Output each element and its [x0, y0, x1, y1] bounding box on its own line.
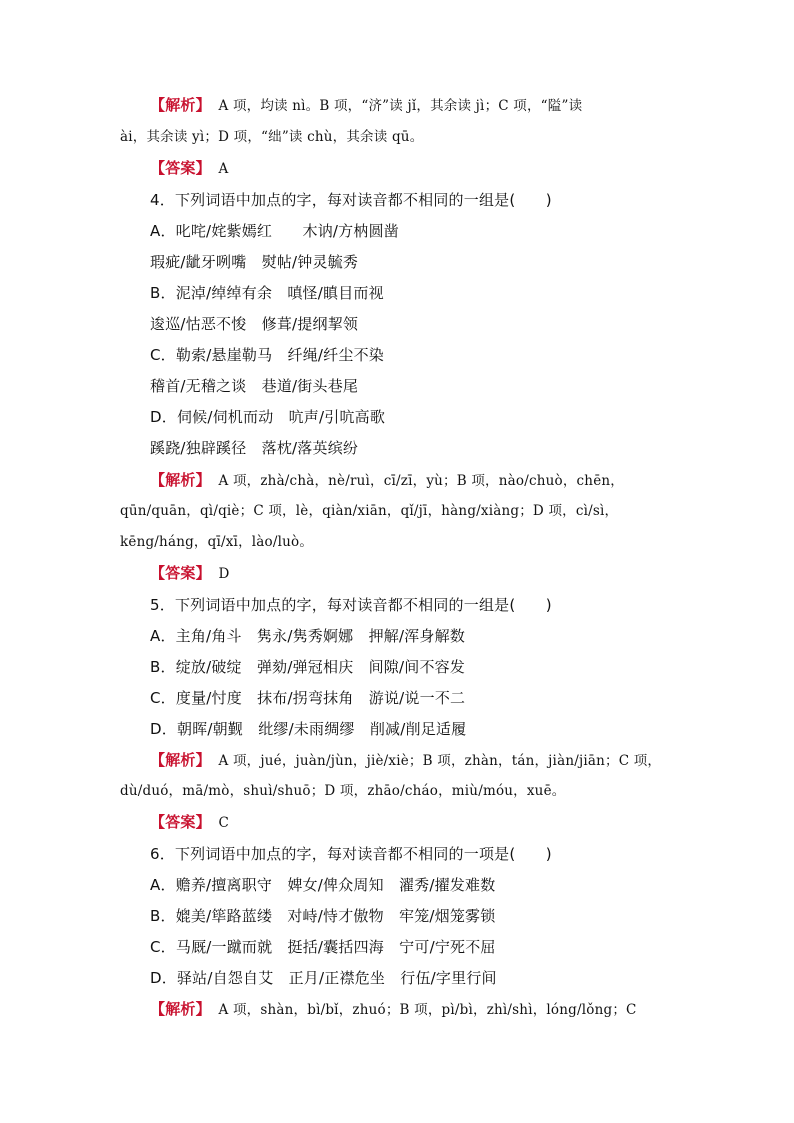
q4-analysis-line3: kēng/háng，qī/xī，lào/luò。	[120, 534, 314, 550]
answer-value: A	[218, 161, 229, 177]
q5-stem: 5．下列词语中加点的字，每对读音都不相同的一组是( )	[150, 596, 552, 614]
q5-option-d: D．朝晖/朝觐 纰缪/未雨绸缪 削减/削足适履	[150, 720, 467, 738]
q5-option-b: B．绽放/破绽 弹劾/弹冠相庆 间隙/间不容发	[150, 658, 466, 676]
analysis-text: A 项，shàn，bì/bǐ，zhuó；B 项，pì/bì，zhì/shì，lóng/lǒng；C	[218, 1002, 637, 1018]
q6-analysis-line1	[150, 998, 710, 1021]
answer-value: C	[218, 815, 230, 831]
q4-option-a-line1: A．叱咤/姹紫嫣红 木讷/方枘圆凿	[150, 222, 399, 240]
q4-option-d-line1: D．伺候/伺机而动 吭声/引吭高歌	[150, 408, 386, 426]
q6-option-b: B．媲美/筚路蓝缕 对峙/恃才傲物 牢笼/烟笼雾锁	[150, 907, 496, 925]
analysis-label: 【解析】	[150, 1000, 204, 1018]
analysis-text: A 项，jué，juàn/jùn，jiè/xiè；B 项，zhàn，tán，jiàn/jiān；C 项，	[218, 753, 662, 769]
q5-analysis-line2: dù/duó，mā/mò，shuì/shuō；D 项，zhāo/cháo，miù/móu，xuē。	[120, 783, 566, 799]
analysis-text: A 项，zhà/chà，nè/ruì，cī/zī，yù；B 项，nào/chuò，chēn，	[218, 473, 624, 489]
q4-analysis-line1	[150, 469, 710, 492]
q4-option-c-line1: C．勒索/悬崖勒马 纤绳/纤尘不染	[150, 346, 384, 364]
q3-answer	[150, 157, 710, 180]
analysis-text: A 项，均读 nì。B 项，“济”读 jǐ，其余读 jì；C 项，“隘”读	[218, 98, 583, 114]
q4-answer	[150, 562, 710, 585]
q3-analysis-line1	[150, 94, 670, 117]
analysis-text: ài，其余读 yì；D 项，“绌”读 chù，其余读 qū。	[120, 129, 424, 145]
q4-option-c-line2: 稽首/无稽之谈 巷道/街头巷尾	[150, 377, 359, 395]
q3-analysis-line2	[120, 125, 680, 148]
analysis-label: 【解析】	[150, 471, 204, 489]
q6-option-d: D．驿站/自怨自艾 正月/正襟危坐 行伍/字里行间	[150, 969, 497, 987]
q6-stem: 6．下列词语中加点的字，每对读音都不相同的一项是( )	[150, 845, 552, 863]
q6-option-a: A．赡养/擅离职守 婢女/俾众周知 濯秀/擢发难数	[150, 876, 496, 894]
q4-option-a-line2: 瑕疵/龇牙咧嘴 熨帖/钟灵毓秀	[150, 253, 359, 271]
q4-option-b-line2: 逡巡/怙恶不悛 修葺/提纲挈领	[150, 315, 359, 333]
analysis-label: 【解析】	[150, 96, 204, 114]
answer-label: 【答案】	[150, 813, 204, 831]
q5-analysis-line1	[150, 749, 710, 772]
q6-option-c: C．马厩/一蹴而就 挺括/囊括四海 宁可/宁死不屈	[150, 938, 496, 956]
q5-option-c: C．度量/忖度 抹布/拐弯抹角 游说/说一不二	[150, 689, 466, 707]
q5-answer	[150, 811, 710, 834]
q4-stem: 4．下列词语中加点的字，每对读音都不相同的一组是( )	[150, 191, 552, 209]
q4-option-d-line2: 蹊跷/独辟蹊径 落枕/落英缤纷	[150, 439, 359, 457]
answer-value: D	[218, 566, 230, 582]
answer-label: 【答案】	[150, 564, 204, 582]
q4-analysis-line2: qūn/quān，qì/qiè；C 项，lè，qiàn/xiān，qǐ/jī，hàng/xiàng；D 项，cì/sì，	[120, 503, 619, 519]
analysis-label: 【解析】	[150, 751, 204, 769]
answer-label: 【答案】	[150, 159, 204, 177]
q5-option-a: A．主角/角斗 隽永/隽秀婀娜 押解/浑身解数	[150, 627, 466, 645]
q4-option-b-line1: B．泥淖/绰绰有余 嗔怪/瞋目而视	[150, 284, 384, 302]
